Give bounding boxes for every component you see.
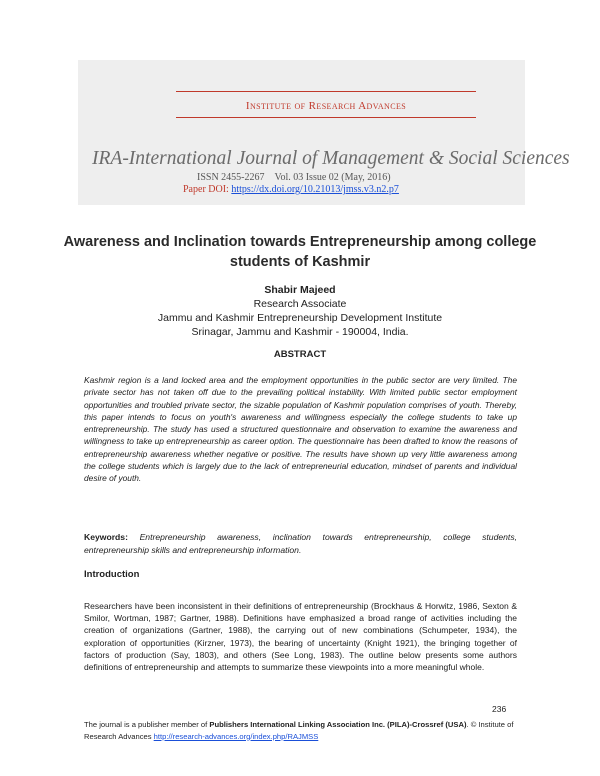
footer-copyright: . © Institute of Research Advances [84, 720, 514, 741]
footer-text: The journal is a publisher member of [84, 720, 208, 729]
keywords-label: Keywords: [84, 532, 128, 542]
doi-line [183, 184, 399, 195]
author-block [60, 283, 540, 339]
author-name: Shabir Majeed [264, 284, 336, 296]
keywords [84, 531, 517, 556]
page-number: 236 [492, 704, 507, 714]
journal-banner [78, 60, 570, 205]
author-address: Srinagar, Jammu and Kashmir - 190004, India. [191, 326, 409, 338]
abstract-text: Kashmir region is a land locked area and the employment opportunities in the public sector are very limited. The private sector has not taken off due to the prevailing political instability. With limited public sector employment opportunities and troubled private sector, the sizable population of Kashmir population comprises of youth. Thereby, this paper intends to focus on youth's awareness and willingness especially the college students to take up entrepreneurship. The study has used a structured questionnaire and observation to examine the awareness and willingness to take up entrepreneurship as career option. The questionnaire has been drafted to know the reasons of entrepreneurship awareness whether negative or positive. The results have shown up very little awareness among the college students which is largely due to the lack of entrepreneurial education, mindset of parents and individual desire of youth. [84, 375, 517, 484]
doi-link[interactable]: https://dx.doi.org/10.21013/jmss.v3.n2.p7 [231, 184, 399, 195]
author-affiliation: Jammu and Kashmir Entrepreneurship Development Institute [157, 312, 443, 324]
footer-country: (USA) [445, 720, 467, 729]
issn: ISSN 2455-2267 [197, 172, 265, 183]
issn-line [197, 172, 391, 183]
keywords-text: Entrepreneurship awareness, inclination towards entrepreneurship, college students, entrepreneurship skills and entrepreneurship information. [84, 532, 518, 555]
banner-bottom-rule [176, 117, 476, 118]
author-role: Research Associate [253, 298, 347, 310]
article-title: Awareness and Inclination towards Entrepreneurship among college students of Kashmir [63, 234, 537, 270]
page-footer [84, 719, 524, 742]
introduction-heading: Introduction [84, 569, 140, 580]
footer-publisher: Publishers International Linking Association Inc. (PILA)-Crossref [209, 720, 444, 729]
volume-issue: Vol. 03 Issue 02 (May, 2016) [274, 172, 391, 183]
footer-link[interactable]: http://research-advances.org/index.php/RAJMSS [153, 731, 319, 741]
introduction-text: Researchers have been inconsistent in their definitions of entrepreneurship (Brockhaus & Horwitz, 1986, Sexton & Smilor, Wortman, 1987; Gartner, 1988). Definitions have emphasized a broad range of activities including the creation of organizations (Gartner, 1988), the carrying out of new combinations (Schumpeter, 1934), the exploration of opportunities (Kirzner, 1973), the bearing of uncertainty (Knight 1921), the bringing together of factors of production (Say, 1803), and others (See Long, 1983). The outline below presents some authors definitions of entrepreneurship and attempts to summarize these viewpoints into a more meaningful whole. [84, 601, 517, 673]
doi-label: Paper DOI: [183, 184, 229, 195]
banner-top-rule [176, 91, 476, 92]
journal-title: IRA-International Journal of Management & Social Sciences [92, 148, 570, 169]
institute-name: Institute of Research Advances [245, 100, 407, 112]
abstract-heading: ABSTRACT [273, 349, 327, 360]
